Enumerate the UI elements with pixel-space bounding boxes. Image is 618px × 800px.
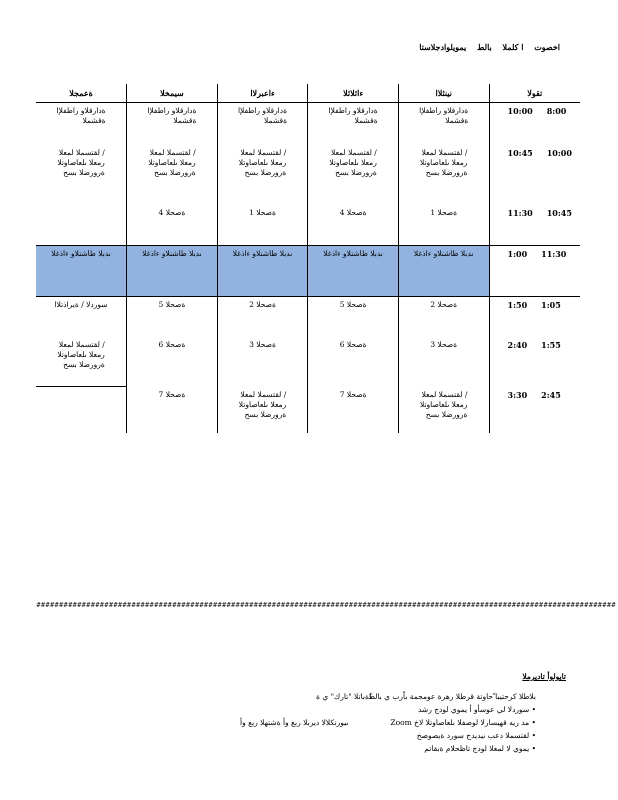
cell-text: / لقتسملا لمعلا رمعلا ىلعاصاوتلا ةرورضلا بسح — [329, 148, 377, 177]
schedule-cell — [398, 337, 489, 387]
column-header-monday: نينثلاا — [398, 84, 489, 103]
schedule-cell — [398, 103, 489, 146]
schedule-cell — [308, 205, 399, 246]
schedule-cell — [127, 337, 218, 387]
table-row — [36, 337, 580, 387]
cell-text: / لقتسملا لمعلا رمعلا ىلعاصاوتلا ةرورضلا بسح — [148, 148, 196, 177]
cell-text: ةدارقلاو راطفلإا ةقشملا — [56, 106, 106, 125]
schedule-cell — [36, 103, 127, 146]
header-part2: بالط — [477, 42, 492, 52]
table-row — [36, 297, 580, 338]
time-cell — [489, 297, 580, 338]
schedule-cell — [36, 387, 127, 434]
note-line-1-right: بلاطلا كرحتيبا ًحاوتة قرطلا رهرة عومجمة باًرب ي بالط — [367, 692, 536, 701]
schedule-cell — [308, 337, 399, 387]
cell-text: ةصحلا 1 — [430, 208, 458, 217]
note-line-5: • يموي لا لمعلا لودج تاظحلام ةبقاتم — [424, 744, 536, 753]
cell-text: / لقتسملا لمعلا رمعلا ىلعاصاوتلا ةرورضلا بسح — [57, 340, 105, 369]
break-cell — [127, 246, 218, 297]
cell-text: ةدارقلاو راطفلإا ةقشملا — [147, 106, 197, 125]
time-start: 1:05 — [541, 300, 561, 310]
time-end: 1:50 — [507, 300, 528, 310]
schedule-cell — [217, 387, 308, 434]
cell-text: ةدارقلاو راطفلإا ةقشملا — [237, 106, 288, 125]
table-row-break — [36, 246, 580, 297]
schedule-cell — [36, 205, 127, 246]
break-cell — [398, 246, 489, 297]
schedule-cell — [127, 145, 218, 205]
cell-text: ةصحلا 7 — [158, 389, 186, 399]
note-line-3-left: ىيورتكلالا ديربلا ربع وأ ةشتهلا ربع وأ — [240, 718, 349, 727]
time-start: 1:55 — [541, 340, 561, 350]
schedule-cell — [127, 387, 218, 434]
notes-title: تايولوأ تاديرملا — [522, 672, 566, 681]
time-end: 2:40 — [507, 340, 528, 350]
cell-text: / لقتسملا لمعلا رمعلا ىلعاصاوتلا ةرورضلا بسح — [238, 148, 287, 177]
note-line-3-right: • مد ريه قهيسارلا لوصفلا ىلعاصاوتلا لاخ Zoom — [390, 718, 536, 727]
page-header — [420, 42, 560, 52]
cell-text: ةصحلا 2 — [249, 300, 276, 309]
schedule-cell — [308, 103, 399, 146]
table-row — [36, 387, 580, 434]
schedule-cell — [308, 145, 399, 205]
schedule-cell — [308, 297, 399, 338]
time-cell — [489, 145, 580, 205]
break-cell — [308, 246, 399, 297]
cell-text: / لقتسملا لمعلا رمعلا ىلعاصاوتلا ةرورضلا بسح — [419, 389, 468, 419]
schedule-cell — [217, 337, 308, 387]
cell-text: ةدارقلاو راطفلإا ةقشملا — [419, 106, 469, 125]
time-end: 10:45 — [507, 148, 533, 158]
time-end: 11:30 — [507, 208, 533, 218]
time-cell — [489, 246, 580, 297]
cell-text: / لقتسملا لمعلا رمعلا ىلعاصاوتلا ةرورضلا بسح — [238, 389, 287, 419]
cell-text: ةصحلا 6 — [158, 340, 186, 349]
cell-text: ةصحلا 4 — [158, 208, 186, 217]
schedule-cell — [127, 103, 218, 146]
cell-text: ىدبلا طاشنلاو ءاذغلا — [323, 249, 383, 258]
note-line-4: • لقتسملا دعب نيديدج سورد ةيصوصخ — [416, 731, 536, 740]
cell-text: / لقتسملا لمعلا رمعلا ىلعاصاوتلا ةرورضلا بسح — [57, 148, 105, 177]
schedule-cell — [127, 205, 218, 246]
cell-text: ةصحلا 4 — [339, 208, 367, 217]
time-start: 8:00 — [546, 106, 567, 116]
schedule-cell — [217, 145, 308, 205]
time-start: 2:45 — [541, 389, 561, 400]
schedule-cell — [398, 145, 489, 205]
schedule-cell — [308, 387, 399, 434]
time-end: 10:00 — [507, 106, 533, 116]
cell-text: ةصحلا 5 — [339, 300, 367, 309]
header-part3: ا كلملا — [502, 42, 524, 52]
table-row — [36, 145, 580, 205]
cell-text: ةدارقلاو راطفلإا ةقشملا — [328, 106, 378, 125]
time-cell — [489, 103, 580, 146]
cell-text: ىدبلا طاشنلاو ءاذغلا — [413, 249, 474, 258]
schedule-cell — [217, 297, 308, 338]
cell-text: ةصحلا 7 — [339, 389, 367, 399]
cell-text: ةصحلا 3 — [430, 340, 458, 349]
note-line-2: • سوردلا لي عوسأو أ يموي لودج رشد — [417, 705, 536, 714]
column-header-time: تقولا — [489, 84, 580, 103]
divider-line: ################################################################################################################################ — [36, 602, 616, 609]
cell-text: ةصحلا 1 — [249, 208, 276, 217]
cell-text: ىدبلا طاشنلاو ءاذغلا — [51, 249, 111, 258]
table-header-row — [36, 84, 580, 103]
time-start: 10:45 — [546, 208, 572, 218]
break-cell — [217, 246, 308, 297]
table-row — [36, 103, 580, 146]
time-start: 11:30 — [541, 249, 567, 259]
table-row — [36, 205, 580, 246]
schedule-table — [36, 84, 580, 433]
cell-text: ىدبلا طاشنلاو ءاذغلا — [142, 249, 202, 258]
cell-text: ىدبلا طاشنلاو ءاذغلا — [232, 249, 293, 258]
schedule-cell — [398, 297, 489, 338]
schedule-cell — [217, 103, 308, 146]
column-header-thursday: سيمخلا — [127, 84, 218, 103]
time-cell — [489, 387, 580, 434]
cell-text: ةصحلا 3 — [249, 340, 276, 349]
schedule-cell — [36, 145, 127, 205]
schedule-cell — [127, 297, 218, 338]
cell-text: سوردلا / ةيراذتلاا — [54, 300, 108, 309]
time-end: 1:00 — [507, 249, 528, 259]
column-header-wednesday: ءاعبرلاا — [217, 84, 308, 103]
schedule-cell — [36, 297, 127, 338]
column-header-sunday: ةعمجلا — [36, 84, 127, 103]
schedule-cell — [36, 337, 127, 387]
time-end: 3:30 — [507, 389, 528, 400]
header-part1: يمويلوادجلاستا — [419, 42, 467, 52]
note-line-1-left: ؟ةباتلا "تارك" ي ة — [316, 692, 373, 701]
break-cell — [36, 246, 127, 297]
cell-text: / لقتسملا لمعلا رمعلا ىلعاصاوتلا ةرورضلا بسح — [419, 148, 468, 177]
schedule-cell — [398, 387, 489, 434]
column-header-tuesday: ءاثلاثلا — [308, 84, 399, 103]
schedule-cell — [398, 205, 489, 246]
cell-text: ةصحلا 2 — [430, 300, 458, 309]
cell-text: ةصحلا 6 — [339, 340, 367, 349]
cell-text: ةصحلا 5 — [158, 300, 186, 309]
schedule-cell — [217, 205, 308, 246]
time-start: 10:00 — [546, 148, 572, 158]
time-cell — [489, 205, 580, 246]
time-cell — [489, 337, 580, 387]
header-part4: اخصوت — [534, 42, 560, 52]
